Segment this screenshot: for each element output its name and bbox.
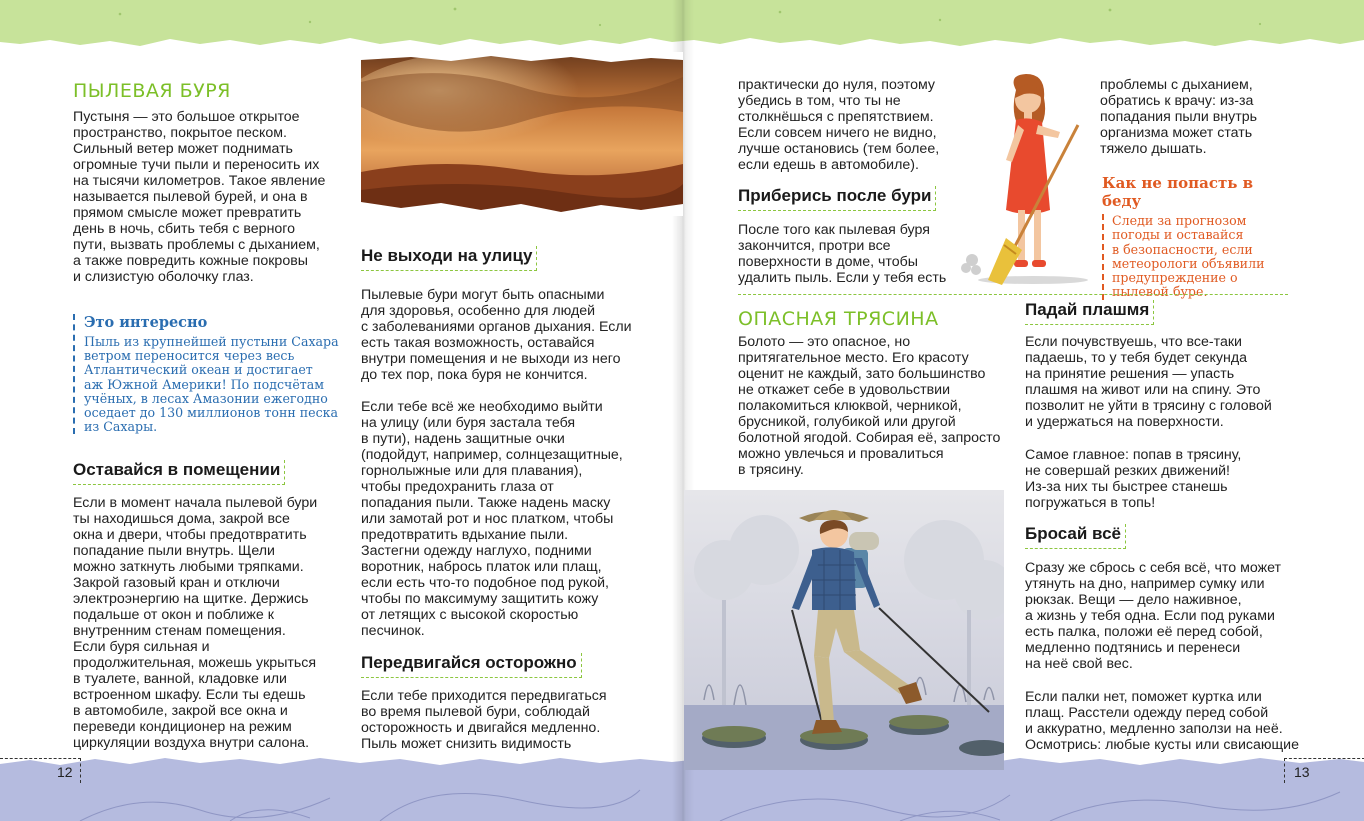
heading-fall-flat bbox=[1025, 300, 1154, 325]
warning-text: Следи за прогнозом погоды и оставайся в безопасности, если метеорологи объявили предупреждение о пылевой буре. bbox=[1112, 213, 1265, 300]
dust-storm-photo bbox=[361, 52, 683, 216]
dust-storm-intro: Пустыня — это большое открытое пространство, покрытое песком. Сильный ветер может поднимать огромные тучи пыли и переносить их на тысячи километров. Такое явление называется пылевой бурей, и она в прямом смысле может превратить день в ночь, сбить тебя с верного пути, вызвать проблемы с дыханием, а также повредить кожные покровы и слизистую оболочку глаз. bbox=[73, 109, 326, 285]
continued-breathing-text: проблемы с дыханием, обратись к врачу: из-за попадания пыли внутрь организма может стать тяжело дышать. bbox=[1100, 77, 1257, 157]
fact-box bbox=[73, 314, 346, 434]
section-title-swamp: ОПАСНАЯ ТРЯСИНА bbox=[738, 308, 939, 330]
fact-text: Пыль из крупнейшей пустыни Сахара ветром переносится через весь Атлантический океан и достигает аж Южной Америки! По подсчётам учёных, в лесах Амазонии ежегодно оседает до 130 миллионов тонн песка из Сахары. bbox=[84, 334, 339, 435]
clean-up-text: После того как пылевая буря закончится, протри все поверхности в доме, чтобы удалить пыль. Если у тебя есть bbox=[738, 222, 947, 286]
heading-drop-everything bbox=[1025, 524, 1126, 549]
heading-stay-indoors bbox=[73, 460, 285, 485]
dont-go-outside-text-2: Если тебе всё же необходимо выйти на улицу (или буря застала тебя в пути), надень защитные очки (подойдут, например, солнцезащитные, горнолыжные или для плавания), чтобы предохранить глаза от попадания пыли. Также надень маску или замотай рот и нос платком, чтобы предотвратить вдыхание пыли. Застегни одежду наглухо, подними воротник, набрось платок или плащ, если есть что-то подобное под рукой, чтобы по максимуму защитить кожу от летящих с высокой скоростью песчинок. bbox=[361, 399, 623, 639]
fall-flat-text-1: Если почувствуешь, что все-таки падаешь, то у тебя будет секунда на принятие решения — упасть плашмя на живот или на спину. Это позволит не уйти в трясину с головой и удержаться на поверхности. bbox=[1025, 334, 1272, 430]
drop-everything-text-2: Если палки нет, поможет куртка или плащ. Расстели одежду перед собой и аккуратно, медленно заползи на неё. Осмотрись: любые кусты или свисающие bbox=[1025, 689, 1299, 753]
drop-everything-text-1: Сразу же сбрось с себя всё, что может утянуть на дно, например сумку или рюкзак. Вещи — дело наживное, а жизнь у тебя одна. Если под руками есть палка, положи её перед собой, медленно подтянись и перенеси на неё свой вес. bbox=[1025, 560, 1281, 672]
warning-title: Как не попасть в беду bbox=[1102, 174, 1254, 210]
warning-box bbox=[1102, 174, 1290, 300]
heading-clean-up-label: Приберись после бури bbox=[738, 186, 936, 211]
stay-indoors-text: Если в момент начала пылевой бури ты находишься дома, закрой все окна и двери, чтобы предотвратить попадание пыли внутрь. Щели можно заткнуть любыми тряпками. Закрой газовый кран и отключи электроэнергию на щитке. Держись подальше от окон и поближе к внутренним стенам помещения. Если буря сильная и продолжительная, можешь укрыться в туалете, ванной, кладовке или встроенном шкафу. Если ты едешь в автомобиле, закрой все окна и переведи кондиционер на режим циркуляции воздуха внутри салона. bbox=[73, 495, 318, 751]
fall-flat-text-2: Самое главное: попав в трясину, не совершай резких движений! Из-за них ты быстрее станешь погружаться в топь! bbox=[1025, 447, 1242, 511]
heading-move-carefully-label: Передвигайся осторожно bbox=[361, 653, 582, 678]
heading-stay-indoors-label: Оставайся в помещении bbox=[73, 460, 285, 485]
fact-title: Это интересно bbox=[84, 314, 208, 331]
page-number-right: 13 bbox=[1294, 764, 1310, 780]
heading-dont-go-outside bbox=[361, 246, 537, 271]
section-divider bbox=[738, 294, 1288, 295]
heading-dont-go-outside-label: Не выходи на улицу bbox=[361, 246, 537, 271]
page-number-left: 12 bbox=[57, 764, 73, 780]
heading-move-carefully bbox=[361, 653, 582, 678]
heading-drop-everything-label: Бросай всё bbox=[1025, 524, 1126, 549]
hiker-in-swamp-illustration bbox=[684, 490, 1004, 770]
heading-fall-flat-label: Падай плашмя bbox=[1025, 300, 1154, 325]
section-title-dust-storm: ПЫЛЕВАЯ БУРЯ bbox=[73, 80, 231, 102]
continued-visibility-text: практически до нуля, поэтому убедись в том, что ты не столкнёшься с препятствием. Если совсем ничего не видно, лучше остановись (тем более, если едешь в автомобиле). bbox=[738, 77, 940, 173]
move-carefully-text: Если тебе приходится передвигаться во время пылевой бури, соблюдай осторожность и двигайся медленно. Пыль может снизить видимость bbox=[361, 688, 607, 752]
heading-clean-up bbox=[738, 186, 936, 211]
swamp-intro: Болото — это опасное, но притягательное место. Его красоту оценит не каждый, зато большинство не откажет себе в удовольствии полакомиться клюквой, черникой, брусникой, голубикой или другой болотной ягодой. Собирая её, запросто можно увлечься и провалиться в трясину. bbox=[738, 334, 1001, 478]
dont-go-outside-text-1: Пылевые бури могут быть опасными для здоровья, особенно для людей с заболеваниями органов дыхания. Если есть такая возможность, оставайся внутри помещения и не выходи из него до тех пор, пока буря не кончится. bbox=[361, 287, 632, 383]
girl-sweeping-illustration bbox=[958, 70, 1088, 288]
